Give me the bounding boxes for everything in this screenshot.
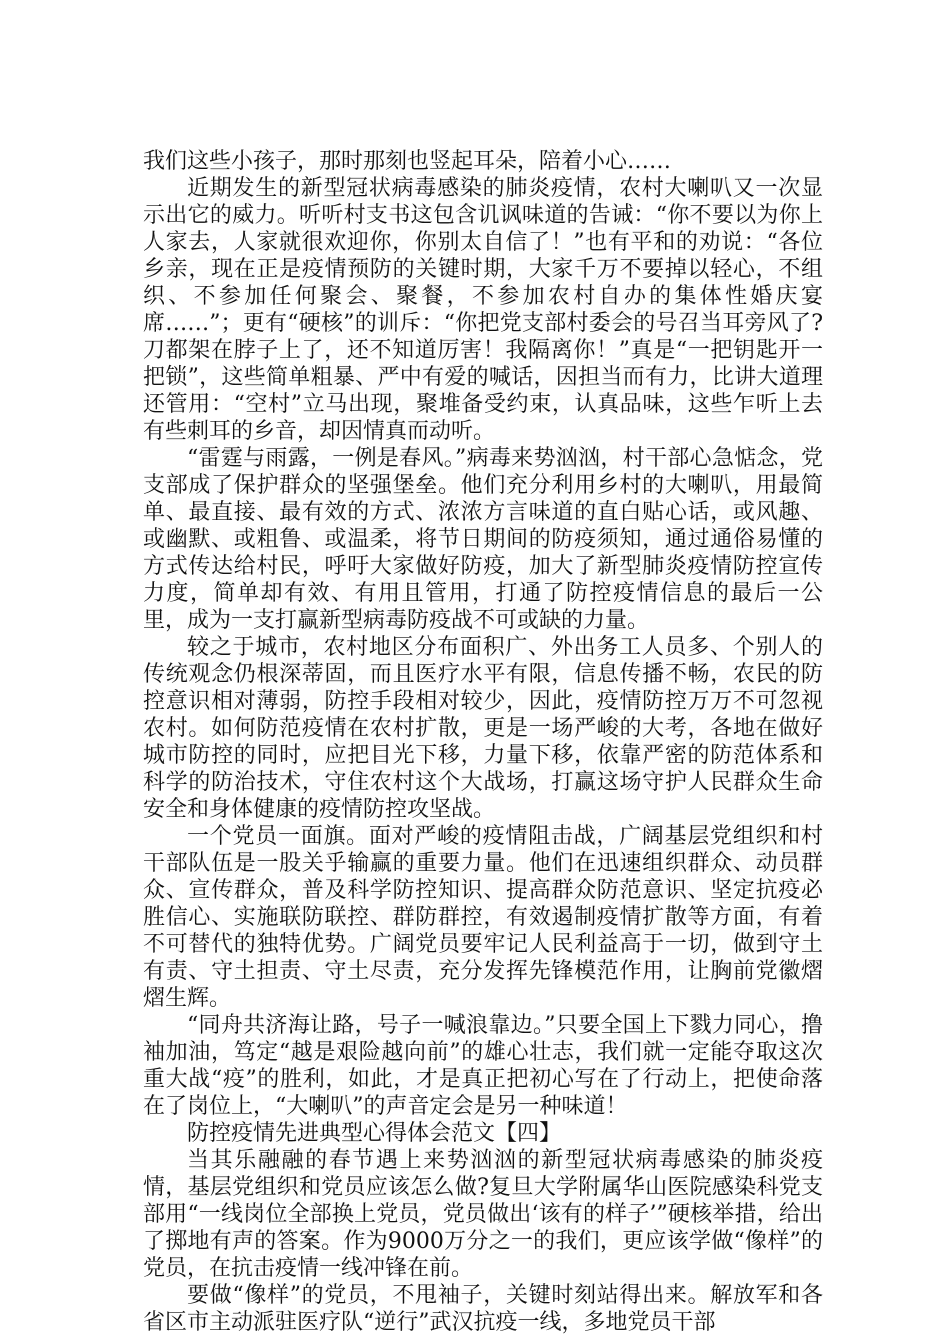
paragraph-7: 当其乐融融的春节遇上来势汹汹的新型冠状病毒感染的肺炎疫情，基层党组织和党员应该怎么做?复旦大学附属华山医院感染科党支部用“一线岗位全部换上党员，党员做出‘该有的样子’”硬核举措，给出了掷地有声的答案。作为9000万分之一的我们，更应该学做“像样”的党员，在抗击疫情一线冲锋在前。 bbox=[143, 1148, 823, 1281]
paragraph-1: 我们这些小孩子，那时那刻也竖起耳朵，陪着小心…… bbox=[143, 149, 672, 174]
paragraph-8: 要做“像样”的党员，不甩袖子，关键时刻站得出来。解放军和各省区市主动派驻医疗队“逆行”武汉抗疫一线，多地党员干部 bbox=[143, 1283, 823, 1335]
section-heading: 防控疫情先进典型心得体会范文【四】 bbox=[187, 1121, 562, 1146]
document-page bbox=[143, 148, 823, 1336]
paragraph-4: 较之于城市，农村地区分布面积广、外出务工人员多、个别人的传统观念仍根深蒂固，而且医疗水平有限，信息传播不畅，农民的防控意识相对薄弱，防控手段相对较少，因此，疫情防控万万不可忽视农村。如何防范疫情在农村扩散，更是一场严峻的大考，各地在做好城市防控的同时，应把目光下移，力量下移，依靠严密的防范体系和科学的防治技术，守住农村这个大战场，打赢这场守护人民群众生命安全和身体健康的疫情防控攻坚战。 bbox=[143, 635, 823, 822]
paragraph-6: “同舟共济海让路，号子一喊浪靠边。”只要全国上下戮力同心，撸袖加油，笃定“越是艰险越向前”的雄心壮志，我们就一定能夺取这次重大战“疫”的胜利，如此，才是真正把初心写在了行动上，把使命落在了岗位上，“大喇叭”的声音定会是另一种味道！ bbox=[143, 1013, 823, 1119]
paragraph-2: 近期发生的新型冠状病毒感染的肺炎疫情，农村大喇叭又一次显示出它的威力。听听村支书这包含讥讽味道的告诫：“你不要以为你上人家去，人家就很欢迎你，你别太自信了！”也有平和的劝说：“各位乡亲，现在正是疫情预防的关键时期，大家千万不要掉以轻心，不组织、不参加任何聚会、聚餐，不参加农村自办的集体性婚庆宴席……”；更有“硬核”的训斥：“你把党支部村委会的号召当耳旁风了?刀都架在脖子上了，还不知道厉害！我隔离你！”真是“一把钥匙开一把锁”，这些简单粗暴、严中有爱的喊话，因担当而有力，比讲大道理还管用：“空村”立马出现，聚堆备受约束，认真品味，这些乍听上去有些刺耳的乡音，却因情真而动听。 bbox=[143, 176, 823, 444]
paragraph-5: 一个党员一面旗。面对严峻的疫情阻击战，广阔基层党组织和村干部队伍是一股关乎输赢的重要力量。他们在迅速组织群众、动员群众、宣传群众，普及科学防控知识、提高群众防范意识、坚定抗疫必胜信心、实施联防联控、群防群控，有效遏制疫情扩散等方面，有着不可替代的独特优势。广阔党员要牢记人民利益高于一切，做到守土有责、守土担责、守土尽责，充分发挥先锋模范作用，让胸前党徽熠熠生辉。 bbox=[143, 824, 823, 1011]
paragraph-3: “雷霆与雨露，一例是春风。”病毒来势汹汹，村干部心急惦念，党支部成了保护群众的坚强堡垒。他们充分利用乡村的大喇叭，用最简单、最直接、最有效的方式、浓浓方言味道的直白贴心话，或风趣、或幽默、或粗鲁、或温柔，将节日期间的防疫须知，通过通俗易懂的方式传达给村民，呼吁大家做好防疫，加大了新型肺炎疫情防控宣传力度，简单却有效、有用且管用，打通了防控疫情信息的最后一公里，成为一支打赢新型病毒防疫战不可或缺的力量。 bbox=[143, 446, 823, 633]
